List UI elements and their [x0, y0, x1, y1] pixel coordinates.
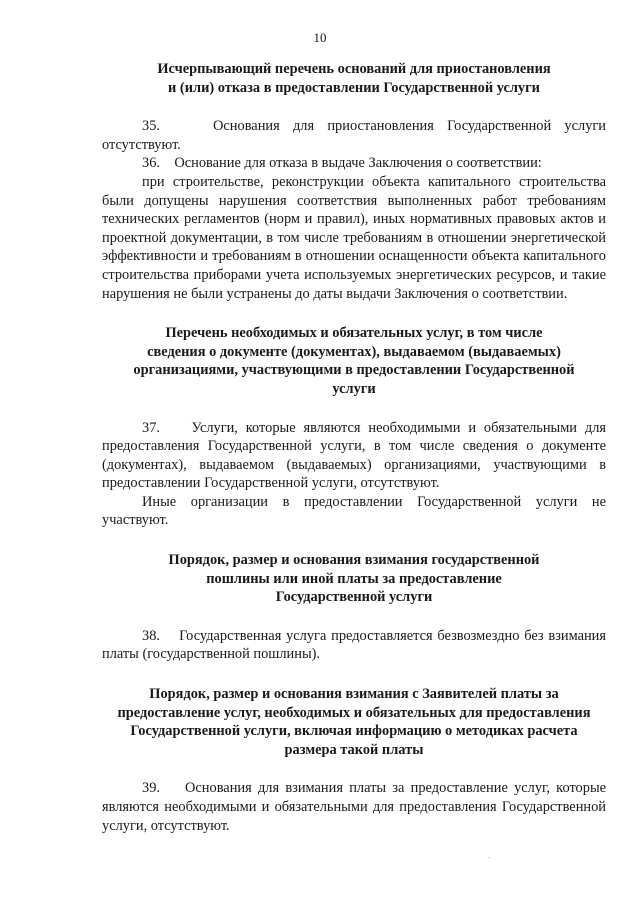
heading-line: предоставление услуг, необходимых и обязательных для предоставления [117, 704, 591, 721]
paragraph-35: 35. Основания для приостановления Государственной услуги отсутствуют. [102, 118, 606, 153]
heading-line: организациями, участвующими в предоставлении Государственной [133, 362, 575, 379]
section-heading-suspension-refusal [102, 60, 606, 97]
heading-line: Перечень необходимых и обязательных услуг, в том числе [165, 325, 543, 342]
heading-line: Порядок, размер и основания взимания с Заявителей платы за [149, 686, 559, 703]
paragraph-38: 38. Государственная услуга предоставляется безвозмездно без взимания платы (государственной пошлины). [102, 627, 606, 663]
paragraph-36-body: при строительстве, реконструкции объекта капитального строительства были допущены нарушения соответствия выполненных работ требованиям технических регламентов (норм и правил), иных нормативных правовых актов и проектной документации, в том числе требованиям в отношении энергетической эффективности и требованиям в отношении оснащенности объекта капитального строительства приборами учета используемых энергетических ресурсов, и такие нарушения не были устранены до даты выдачи Заключения о соответствии. [102, 173, 606, 302]
heading-line: Государственной услуги, включая информацию о методиках расчета [130, 723, 578, 740]
heading-line: сведения о документе (документах), выдаваемом (выдаваемых) [147, 343, 561, 360]
scan-speck [488, 857, 490, 858]
heading-line: Исчерпывающий перечень оснований для приостановления [157, 61, 551, 77]
heading-line: услуги [332, 380, 376, 397]
heading-line: Государственной услуги [275, 589, 433, 606]
paragraph-39: 39. Основания для взимания платы за предоставление услуг, которые являются необходимыми и обязательными для предоставления Государственной услуги, отсутствуют. [102, 780, 606, 834]
heading-line: и (или) отказа в предоставлении Государственной услуги [168, 79, 540, 96]
document-body [102, 60, 606, 835]
paragraph-36: 36. Основание для отказа в выдаче Заключения о соответствии: [142, 155, 542, 172]
section-heading-required-services [102, 324, 606, 398]
section-heading-state-duty [102, 551, 606, 607]
heading-line: пошлины или иной платы за предоставление [206, 570, 502, 587]
section-heading-applicant-fees [102, 685, 606, 759]
heading-line: размера такой платы [284, 741, 424, 758]
page-number: 10 [313, 30, 327, 45]
paragraph-37: 37. Услуги, которые являются необходимыми и обязательными для предоставления Государственной услуги, в том числе сведения о документе (документах), выдаваемом (выдаваемых) организациями, участвующими в предоставлении Государственной услуги, отсутствуют. [102, 419, 606, 492]
heading-line: Порядок, размер и основания взимания государственной [168, 552, 540, 569]
paragraph-37-other: Иные организации в предоставлении Государственной услуги не участвуют. [102, 493, 606, 529]
